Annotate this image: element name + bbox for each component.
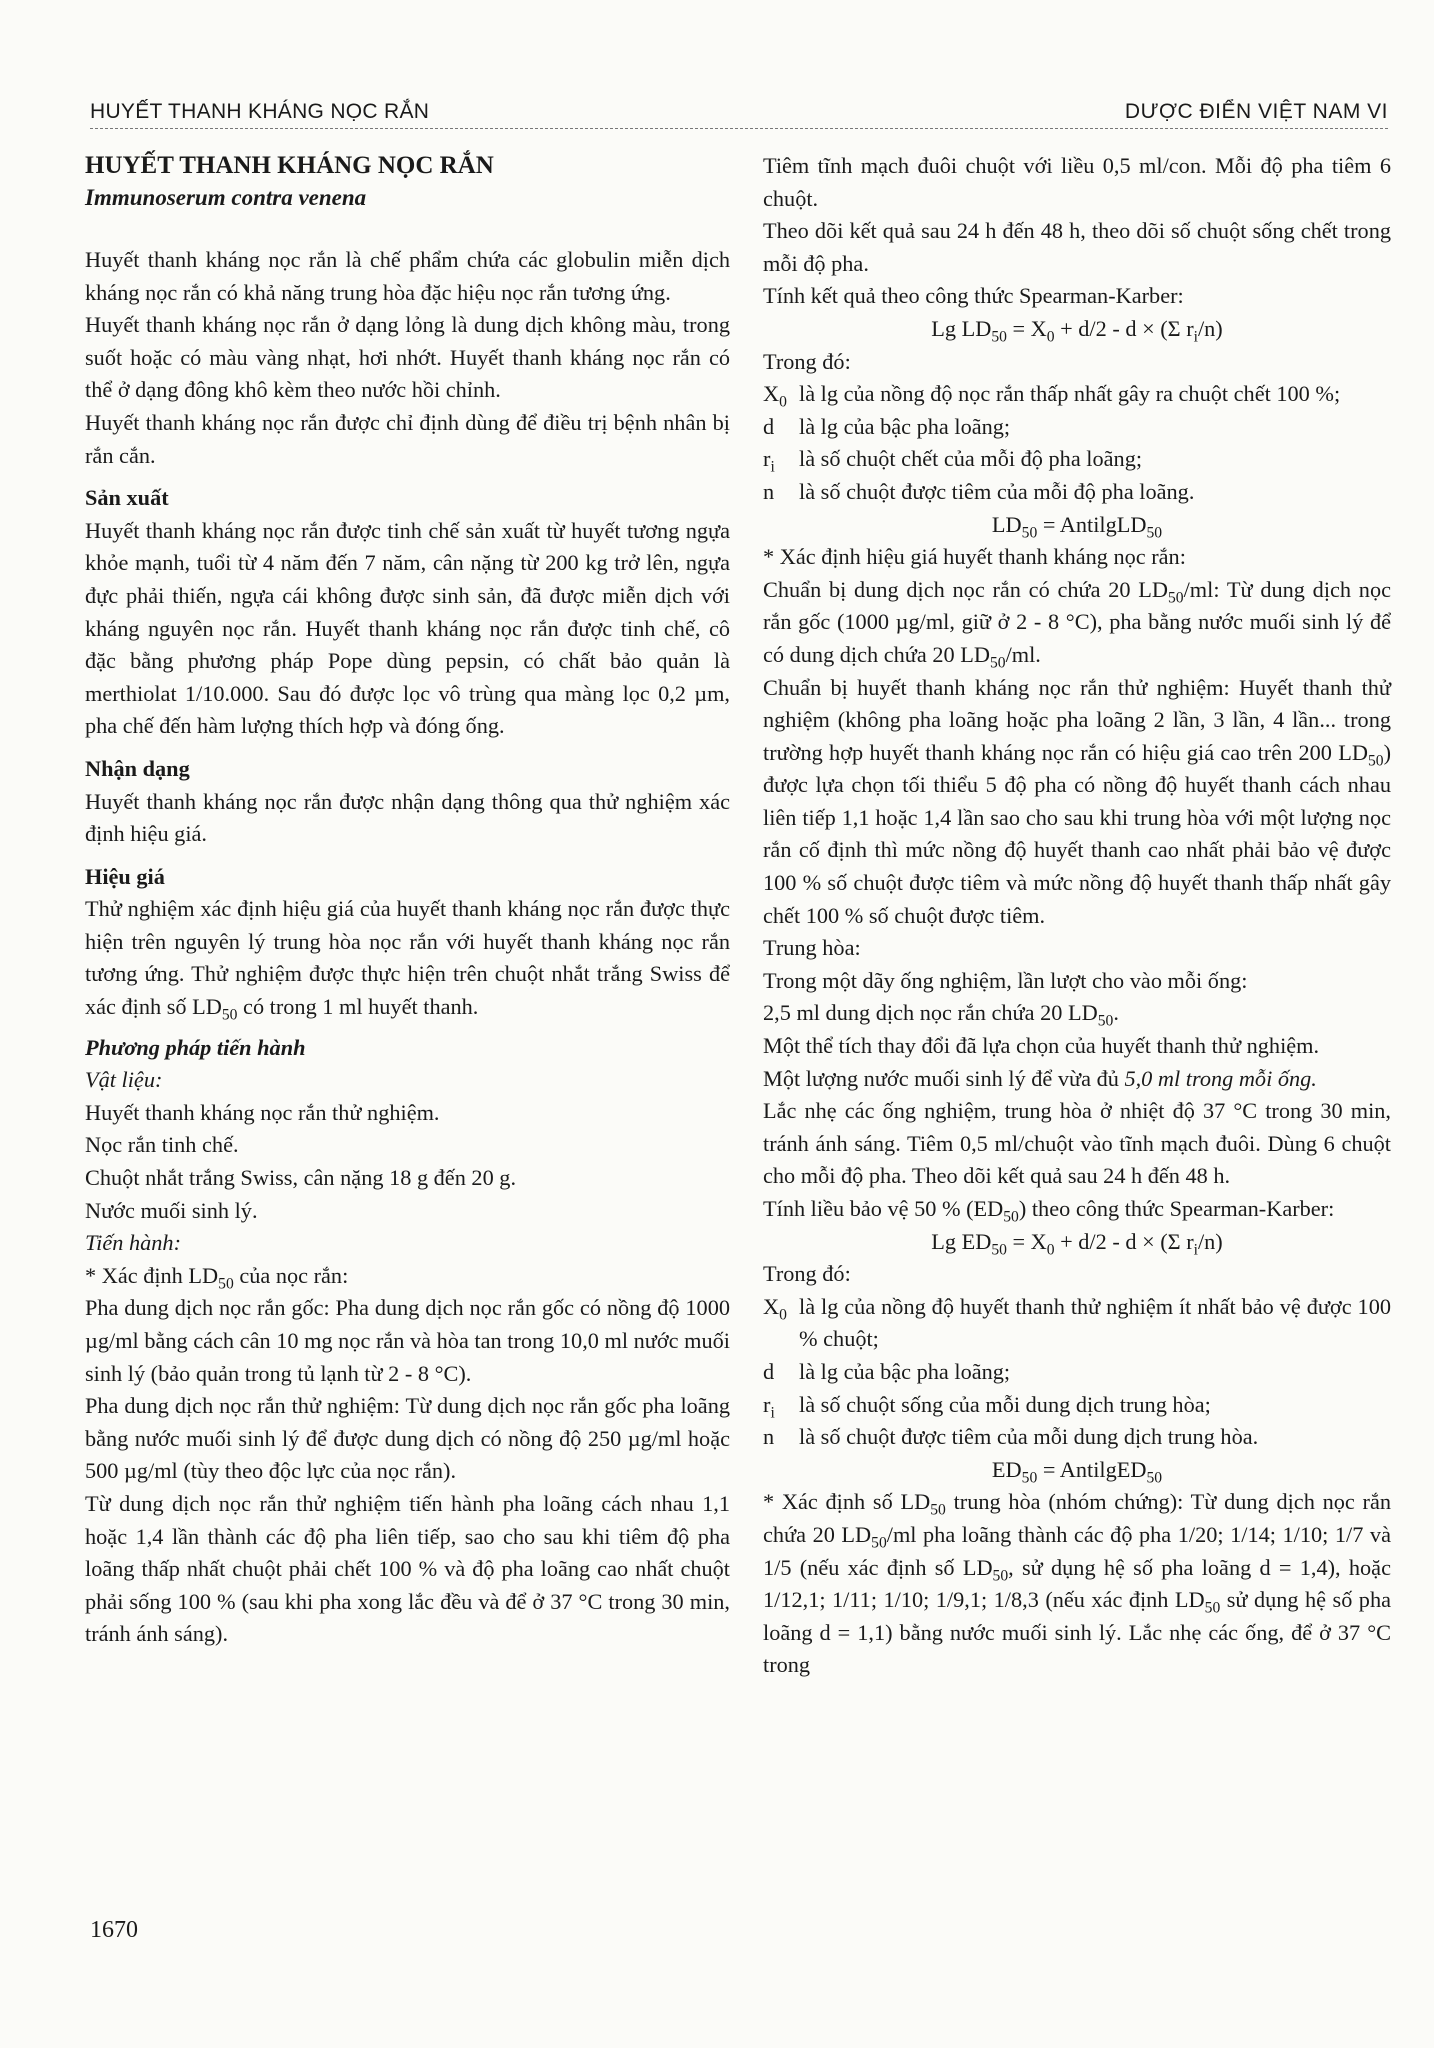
control-group-paragraph: * Xác định số $LD_{50}$ trung hòa (nhóm chứng): Từ dung dịch nọc rắn chứa 20 $LD_{50}/ml$ pha loãng thành các độ pha 1/20; 1/14; 1/10; 1/7 và 1/5 (nếu xác định số $LD_{50}$, sử dụng hệ số pha loãng d = 1,4), hoặc 1/12,1; 1/11; 1/10; 1/9,1; 1/8,3 (nếu xác định $LD_{50}$ sử dụng hệ số pha loãng d = 1,1) bằng nước muối sinh lý. Lắc nhẹ các ống, để ở 37 °C trong: [763, 1489, 1391, 1678]
formula-ed50: $ED_{50}$ = AntilgED$_{50}$: [991, 1456, 1163, 1487]
right-column: [763, 150, 1391, 1682]
section-heading-identification: Nhận dạng: [85, 755, 190, 781]
definition-symbol: $X_0$: [763, 381, 787, 411]
definition-text: là lg của bậc pha loãng;: [799, 1358, 1011, 1384]
definition-symbol: $X_0$: [763, 1293, 787, 1324]
follow-up-paragraph: Theo dõi kết quả sau 24 h đến 48 h, theo dõi số chuột sống chết trong mỗi độ pha.: [763, 218, 1391, 276]
serum-preparation-paragraph: Chuẩn bị huyết thanh kháng nọc rắn thử nghiệm: Huyết thanh thử nghiệm (không pha loãng hoặc pha loãng 2 lần, 3 lần, 4 lần... trong trường hợp huyết thanh kháng nọc rắn có hiệu giá cao trên 200 $LD_{50}$) được lựa chọn tối thiểu 5 độ pha có nồng độ huyết thanh cách nhau liên tiếp 1,1 hoặc 1,4 lần sao cho sau khi trung hòa với một lượng nọc rắn cố định thì mức nồng độ huyết thanh cao nhất phải bảo vệ được 100 % số chuột được tiêm và mức nồng độ huyết thanh thấp nhất gây chết 100 % số chuột được tiêm.: [763, 674, 1391, 928]
formula-lg-ld50: Lg $LD_{50} = X_0 + d/2 - d \times (\Sigma$ $r_i/n$): [931, 315, 1223, 346]
left-column: [85, 150, 730, 1651]
ed50-paragraph: Tính liều bảo vệ 50 % $(ED_{50})$ theo công thức Spearman-Karber:: [763, 1196, 1335, 1226]
dilution-paragraph: Từ dung dịch nọc rắn thử nghiệm tiến hành pha loãng cách nhau 1,1 hoặc 1,4 lần thành các độ pha liên tiếp, sao cho sau khi tiêm độ pha loãng thấp nhất chuột phải chết 100 % và độ pha loãng cao nhất chuột phải sống 100 % (sau khi pha xong lắc đều và để ở 37 °C trong 30 min, tránh ánh sáng).: [85, 1490, 730, 1647]
materials-heading: Vật liệu:: [85, 1067, 163, 1093]
material-item: Huyết thanh kháng nọc rắn thử nghiệm.: [85, 1099, 440, 1125]
definition-symbol: d: [763, 413, 775, 439]
procedure-heading: Tiến hành:: [85, 1230, 182, 1256]
header-divider: [90, 128, 1388, 129]
definition-text: là số chuột sống của mỗi dung dịch trung hòa;: [799, 1391, 1211, 1417]
material-item: Nọc rắn tinh chế.: [85, 1132, 239, 1158]
definition-text: là lg của nồng độ nọc rắn thấp nhất gây ra chuột chết 100 %;: [799, 381, 1341, 407]
neutralization-heading: Trung hòa:: [763, 935, 861, 961]
definitions-list: [763, 1291, 1391, 1454]
injection-paragraph: Tiêm tĩnh mạch đuôi chuột với liều 0,5 ml/con. Mỗi độ pha tiêm 6 chuột.: [763, 153, 1391, 211]
neutralization-line: 2,5 ml dung dịch nọc rắn chứa 20 $LD_{50}$.: [763, 1000, 1119, 1030]
page-number: 1670: [90, 1917, 138, 1943]
method-heading: Phương pháp tiến hành: [85, 1034, 306, 1060]
intro-paragraph: Huyết thanh kháng nọc rắn là chế phẩm chứa các globulin miễn dịch kháng nọc rắn có khả năng trung hòa đặc hiệu nọc rắn tương ứng.: [85, 247, 730, 305]
potency-determination-heading: * Xác định hiệu giá huyết thanh kháng nọc rắn:: [763, 544, 1186, 570]
intro-paragraph: Huyết thanh kháng nọc rắn được chỉ định dùng để điều trị bệnh nhân bị rắn cắn.: [85, 409, 730, 468]
material-item: Nước muối sinh lý.: [85, 1197, 258, 1223]
test-solution-paragraph: Pha dung dịch nọc rắn thử nghiệm: Từ dung dịch nọc rắn gốc pha loãng bằng nước muối sinh lý để được dung dịch có nồng độ 250 µg/ml hoặc 500 µg/ml (tùy theo độc lực của nọc rắn).: [85, 1393, 730, 1484]
material-item: Chuột nhắt trắng Swiss, cân nặng 18 g đến 20 g.: [85, 1165, 517, 1191]
intro-paragraph: Huyết thanh kháng nọc rắn ở dạng lỏng là dung dịch không màu, trong suốt hoặc có màu vàng nhạt, hơi nhớt. Huyết thanh kháng nọc rắn có thể ở dạng đông khô kèm theo nước hồi chỉnh.: [85, 312, 730, 403]
definition-symbol: n: [763, 478, 775, 504]
monograph-title: HUYẾT THANH KHÁNG NỌC RẮN: [85, 152, 494, 179]
running-header-left: HUYẾT THANH KHÁNG NỌC RẮN: [90, 100, 430, 123]
incubation-paragraph: Lắc nhẹ các ống nghiệm, trung hòa ở nhiệt độ 37 °C trong 30 min, tránh ánh sáng. Tiêm 0,5 ml/chuột vào tĩnh mạch đuôi. Dùng 6 chuột cho mỗi độ pha. Theo dõi kết quả sau 24 h đến 48 h.: [763, 1098, 1391, 1189]
formula-ld50: $LD_{50}$ = AntilgLD$_{50}$: [991, 511, 1163, 541]
latin-name: Immunoserum contra venena: [85, 185, 367, 210]
definition-symbol: n: [763, 1424, 775, 1450]
stock-solution-paragraph: Pha dung dịch nọc rắn gốc: Pha dung dịch nọc rắn gốc có nồng độ 1000 µg/ml bằng cách cân 10 mg nọc rắn và hòa tan trong 10,0 ml nước muối sinh lý (bảo quản trong tủ lạnh từ 2 - 8 °C).: [85, 1295, 730, 1386]
formula-lg-ed50: Lg $ED_{50} = X_0 + d/2 - d \times (\Sigma$ $r_i/n$): [931, 1228, 1223, 1259]
identification-paragraph: Huyết thanh kháng nọc rắn được nhận dạng thông qua thử nghiệm xác định hiệu giá.: [85, 788, 730, 847]
definition-symbol: $r_i$: [763, 446, 775, 476]
definition-text: là số chuột chết của mỗi độ pha loãng;: [799, 446, 1143, 472]
where-label: Trong đó:: [763, 1261, 851, 1287]
definitions-list: [763, 378, 1391, 508]
potency-paragraph: Thử nghiệm xác định hiệu giá của huyết thanh kháng nọc rắn được thực hiện trên nguyên lý trung hòa nọc rắn với huyết thanh kháng nọc rắn tương ứng. Thử nghiệm được thực hiện trên chuột nhắt trắng Swiss để xác định số $LD_{50}$ có trong 1 ml huyết thanh.: [85, 896, 730, 1024]
neutralization-line: Trong một dãy ống nghiệm, lần lượt cho vào mỗi ống:: [763, 967, 1248, 993]
section-heading-potency: Hiệu giá: [85, 863, 165, 889]
definition-symbol: d: [763, 1358, 775, 1384]
running-header-right: DƯỢC ĐIỂN VIỆT NAM VI: [1124, 100, 1388, 123]
ld50-heading: * Xác định $LD_{50}$ của nọc rắn:: [85, 1262, 349, 1293]
where-label: Trong đó:: [763, 348, 851, 374]
venom-preparation-paragraph: Chuẩn bị dung dịch nọc rắn có chứa 20 $LD_{50}/ml$: Từ dung dịch nọc rắn gốc (1000 µg/ml, giữ ở 2 - 8 °C), pha bằng nước muối sinh lý để có dung dịch chứa 20 $LD_{50}/ml$.: [763, 576, 1391, 672]
neutralization-line: Một lượng nước muối sinh lý để vừa đủ 5,0 ml trong mỗi ống.: [763, 1065, 1317, 1091]
definition-text: là lg của bậc pha loãng;: [799, 413, 1011, 439]
definition-text: là lg của nồng độ huyết thanh thử nghiệm ít nhất bảo vệ được 100 % chuột;: [799, 1293, 1391, 1352]
section-heading-production: Sản xuất: [85, 485, 169, 511]
definition-text: là số chuột được tiêm của mỗi độ pha loãng.: [799, 478, 1195, 504]
definition-text: là số chuột được tiêm của mỗi dung dịch trung hòa.: [799, 1424, 1259, 1450]
neutralization-line: Một thể tích thay đổi đã lựa chọn của huyết thanh thử nghiệm.: [763, 1033, 1320, 1059]
calculation-paragraph: Tính kết quả theo công thức Spearman-Karber:: [763, 283, 1184, 309]
production-paragraph: Huyết thanh kháng nọc rắn được tinh chế sản xuất từ huyết tương ngựa khỏe mạnh, tuổi từ 4 năm đến 7 năm, cân nặng từ 200 kg trở lên, ngựa đực phải thiến, ngựa cái không được sinh sản, đã được miễn dịch với kháng nguyên nọc rắn. Huyết thanh kháng nọc rắn được tinh chế, cô đặc bằng phương pháp Pope dùng pepsin, có chất bảo quản là merthiolat 1/10.000. Sau đó được lọc vô trùng qua màng lọc 0,2 µm, pha chế đến hàm lượng thích hợp và đóng ống.: [85, 517, 730, 739]
definition-symbol: $r_i$: [763, 1391, 775, 1422]
